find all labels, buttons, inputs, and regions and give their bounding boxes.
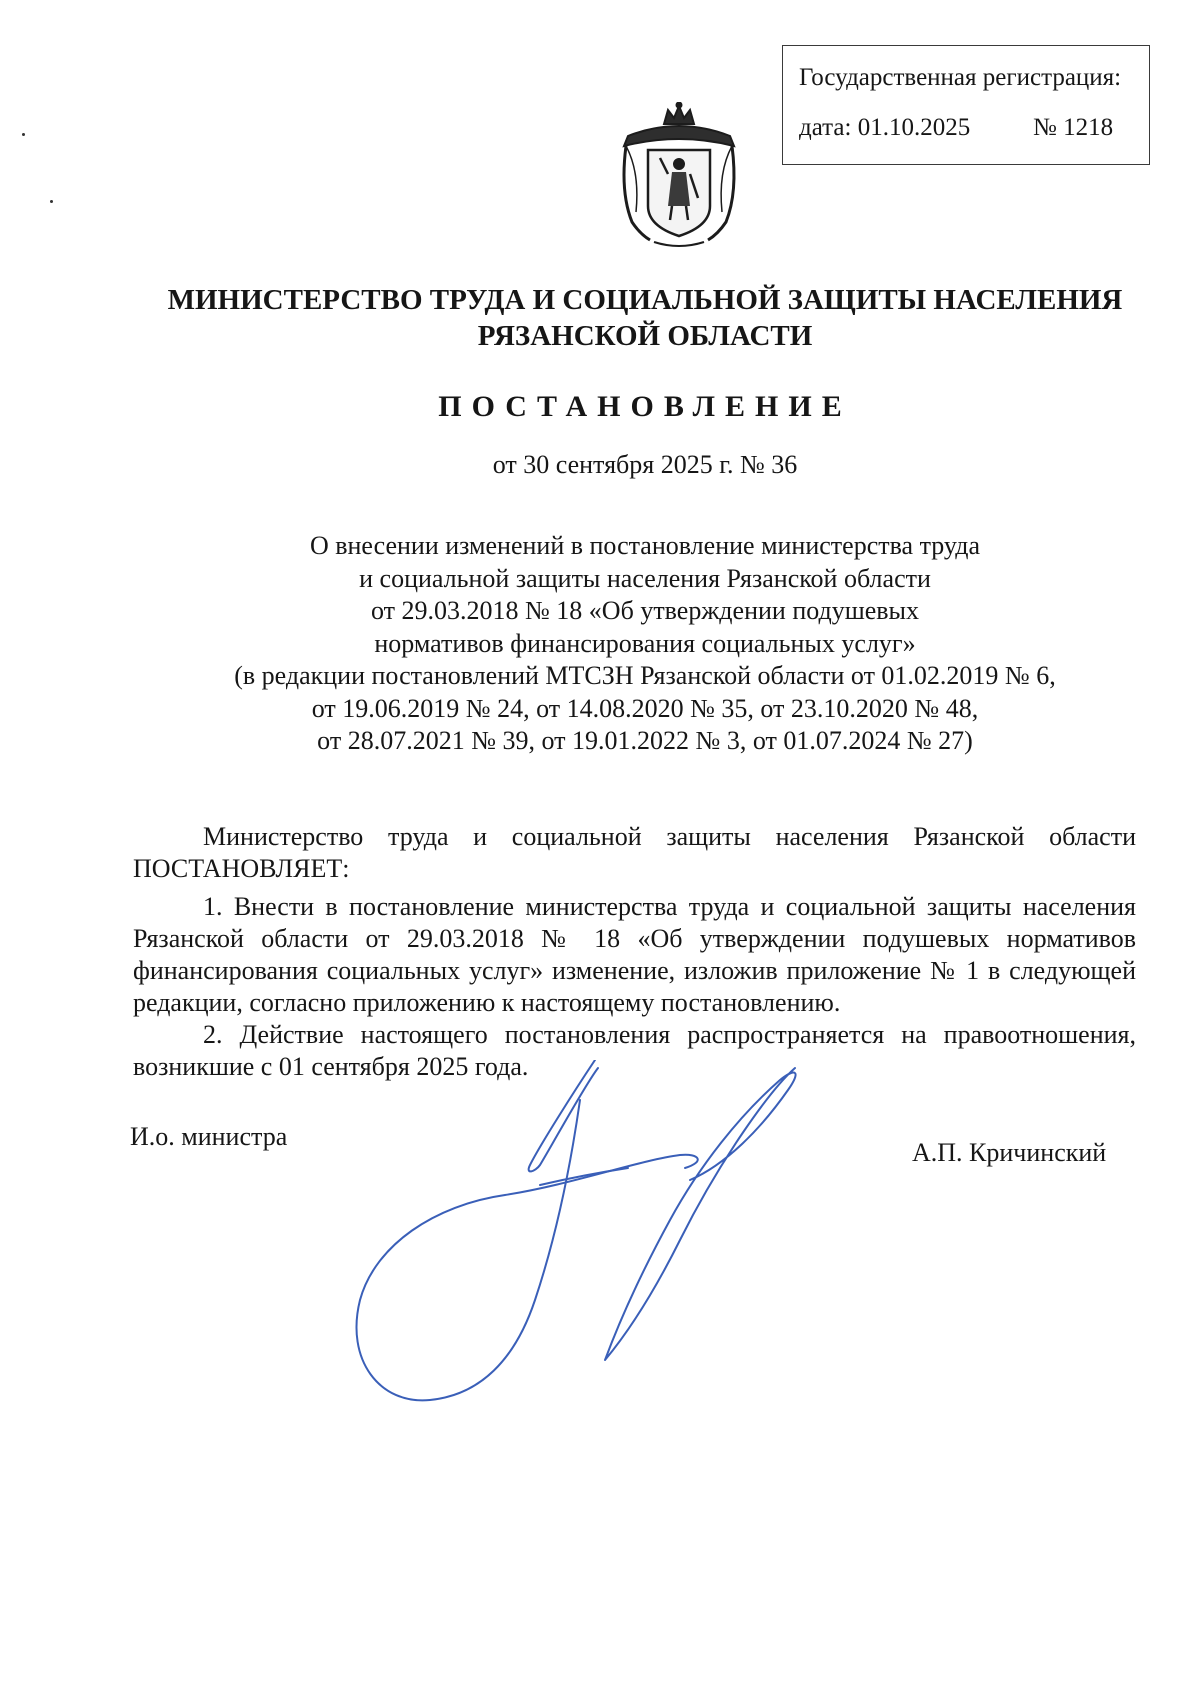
subject-line: О внесении изменений в постановление министерства труда xyxy=(309,531,981,560)
item-1-paragraph: 1. Внести в постановление министерства труда и социальной защиты населения Рязанской области от 29.03.2018 № 18 «Об утверждении подушевых нормативов финансирования социальных услуг» изменение, изложив приложение № 1 в следующей редакции, согласно приложению к настоящему постановлению. xyxy=(133,892,1136,1017)
document-date-number: от 30 сентября 2025 г. № 36 xyxy=(492,450,798,479)
registration-date: дата: 01.10.2025 xyxy=(799,114,971,141)
document-body xyxy=(133,821,1136,1083)
subject-line: и социальной защиты населения Рязанской области xyxy=(359,563,931,593)
signatory-role: И.о. министра xyxy=(130,1122,288,1151)
organization-name-line1: МИНИСТЕРСТВО ТРУДА И СОЦИАЛЬНОЙ ЗАЩИТЫ НАСЕЛЕНИЯ xyxy=(167,284,1123,316)
subject-line: от 19.06.2019 № 24, от 14.08.2020 № 35, от 23.10.2020 № 48, xyxy=(311,693,979,723)
preamble-paragraph: Министерство труда и социальной защиты населения Рязанской области ПОСТАНОВЛЯЕТ: xyxy=(133,822,1136,883)
registration-number: № 1218 xyxy=(1033,114,1114,141)
subject-line: (в редакции постановлений МТСЗН Рязанской области от 01.02.2019 № 6, xyxy=(234,661,1056,690)
subject-line: от 29.03.2018 № 18 «Об утверждении подушевых xyxy=(370,596,920,625)
item-2-paragraph: 2. Действие настоящего постановления распространяется на правоотношения, возникшие с 01 сентября 2025 года. xyxy=(133,1020,1136,1081)
organization-name xyxy=(0,282,1200,354)
subject-line: нормативов финансирования социальных услуг» xyxy=(374,628,916,658)
handwritten-signature xyxy=(340,1060,860,1440)
signatory-name: А.П. Кричинский xyxy=(912,1138,1107,1167)
document-type: ПОСТАНОВЛЕНИЕ xyxy=(438,390,852,423)
registration-title: Государственная регистрация: xyxy=(799,64,1122,91)
registration-stamp xyxy=(782,45,1150,165)
scan-speck xyxy=(22,133,25,136)
organization-name-line2: РЯЗАНСКОЙ ОБЛАСТИ xyxy=(477,320,813,352)
document-subject xyxy=(0,530,1200,758)
coat-of-arms-icon xyxy=(610,102,748,252)
subject-line: от 28.07.2021 № 39, от 19.01.2022 № 3, от 01.07.2024 № 27) xyxy=(317,726,973,755)
scan-speck xyxy=(50,200,53,203)
